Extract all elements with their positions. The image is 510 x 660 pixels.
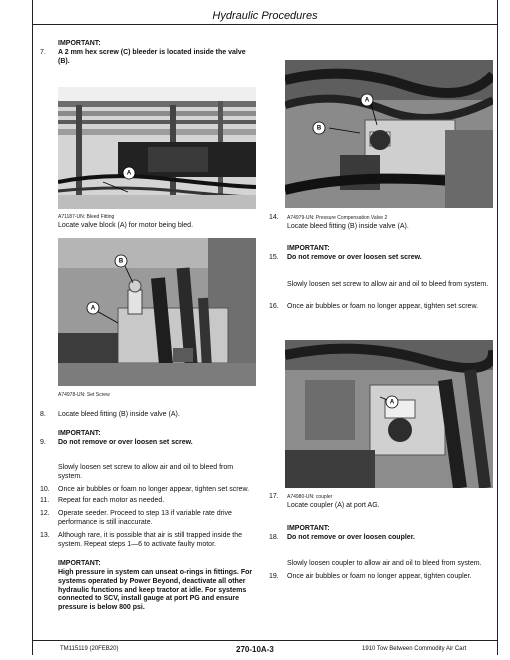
step8-number: 8. <box>40 411 46 418</box>
step8-text: Locate bleed fitting (B) inside valve (A). <box>58 411 180 418</box>
callout-b-fig3 <box>312 121 326 135</box>
step11-number: 11. <box>40 497 50 504</box>
callout-a-fig1 <box>122 166 136 180</box>
step15-text: Do not remove or over loosen set screw. <box>287 254 422 261</box>
callout-b-fig2 <box>114 254 128 268</box>
step15-detail: Slowly loosen set screw to allow air and oil to bleed from system. <box>287 281 489 288</box>
svg-text:B: B <box>118 258 124 265</box>
svg-text:B: B <box>316 125 322 132</box>
step9-number: 9. <box>40 439 46 446</box>
step14-text: Locate bleed fitting (B) inside valve (A). <box>287 223 409 230</box>
step16-text: Once air bubbles or foam no longer appear, tighten set screw. <box>287 303 479 310</box>
step19-text: Once air bubbles or foam no longer appear, tighten coupler. <box>287 573 472 580</box>
callout-a-fig2 <box>86 301 100 315</box>
step18-text: Do not remove or over loosen coupler. <box>287 534 415 541</box>
step12-text: Operate seeder. Proceed to step 13 if variable rate drive performance is still inaccurate. <box>58 510 232 526</box>
header-divider <box>32 24 498 25</box>
svg-text:A: A <box>90 305 96 312</box>
step17-number: 17. <box>269 493 279 500</box>
callout-a-fig4 <box>385 395 399 409</box>
step19-number: 19. <box>269 573 279 580</box>
step7-important-label: IMPORTANT: <box>58 40 101 47</box>
figure1-text: Locate valve block (A) for motor being bled. <box>58 222 194 229</box>
svg-text:A: A <box>364 97 370 104</box>
figure1-caption: A71187-UN: Bleed Fitting <box>58 214 115 220</box>
figure-coupler <box>285 340 493 488</box>
step7-number: 7. <box>40 49 46 56</box>
footer-divider <box>32 640 498 641</box>
step9-text: Do not remove or over loosen set screw. <box>58 439 193 446</box>
step9-detail: Slowly loosen set screw to allow air and oil to bleed from system. <box>58 464 234 480</box>
figure2-caption: A74978-UN: Set Screw <box>58 392 110 398</box>
step15-important-label: IMPORTANT: <box>287 245 330 252</box>
step11-text: Repeat for each motor as needed. <box>58 497 165 504</box>
step13-text: Although rare, it is possible that air is still trapped inside the system. Repeat steps 1—6 to activate faulty motor. <box>58 532 243 548</box>
step10-text: Once air bubbles or foam no longer appear, tighten set screw. <box>58 486 250 493</box>
step13-number: 13. <box>40 532 50 539</box>
step10-number: 10. <box>40 486 50 493</box>
step18-number: 18. <box>269 534 279 541</box>
step12-number: 12. <box>40 510 50 517</box>
step16-number: 16. <box>269 303 279 310</box>
svg-text:A: A <box>389 399 395 406</box>
svg-text:A: A <box>126 170 132 177</box>
figure3-caption: A74979-UN: Pressure Compensation Valve 2 <box>287 215 388 221</box>
figure-bleed-fitting <box>58 87 256 209</box>
step9-important-label: IMPORTANT: <box>58 430 101 437</box>
step18-detail: Slowly loosen coupler to allow air and oil to bleed from system. <box>287 560 482 567</box>
footer-doc-id: TM115119 (20FEB20) <box>60 646 119 652</box>
step18-important-label: IMPORTANT: <box>287 525 330 532</box>
step15-number: 15. <box>269 254 279 261</box>
step7-text: A 2 mm hex screw (C) bleeder is located inside the valve (B). <box>58 49 246 65</box>
important-pressure-warning: High pressure in system can unseat o-rings in fittings. For systems operated by Power Beyond, deactivate all other hydraulic functions and keep tractor at idle. For systems connected to SCV, install gauge at port PG and ensure pressure is below 800 psi. <box>58 569 253 611</box>
page-header-title: Hydraulic Procedures <box>212 10 318 22</box>
footer-page-number: 270-10A-3 <box>236 645 274 654</box>
step17-text: Locate coupler (A) at port AG. <box>287 502 380 509</box>
footer-product: 1910 Tow Between Commodity Air Cart <box>362 646 467 652</box>
callout-a-fig3 <box>360 93 374 107</box>
figure4-caption: A74980-UN: coupler <box>287 494 333 500</box>
step14-number: 14. <box>269 214 279 221</box>
important-label: IMPORTANT: <box>58 560 101 567</box>
